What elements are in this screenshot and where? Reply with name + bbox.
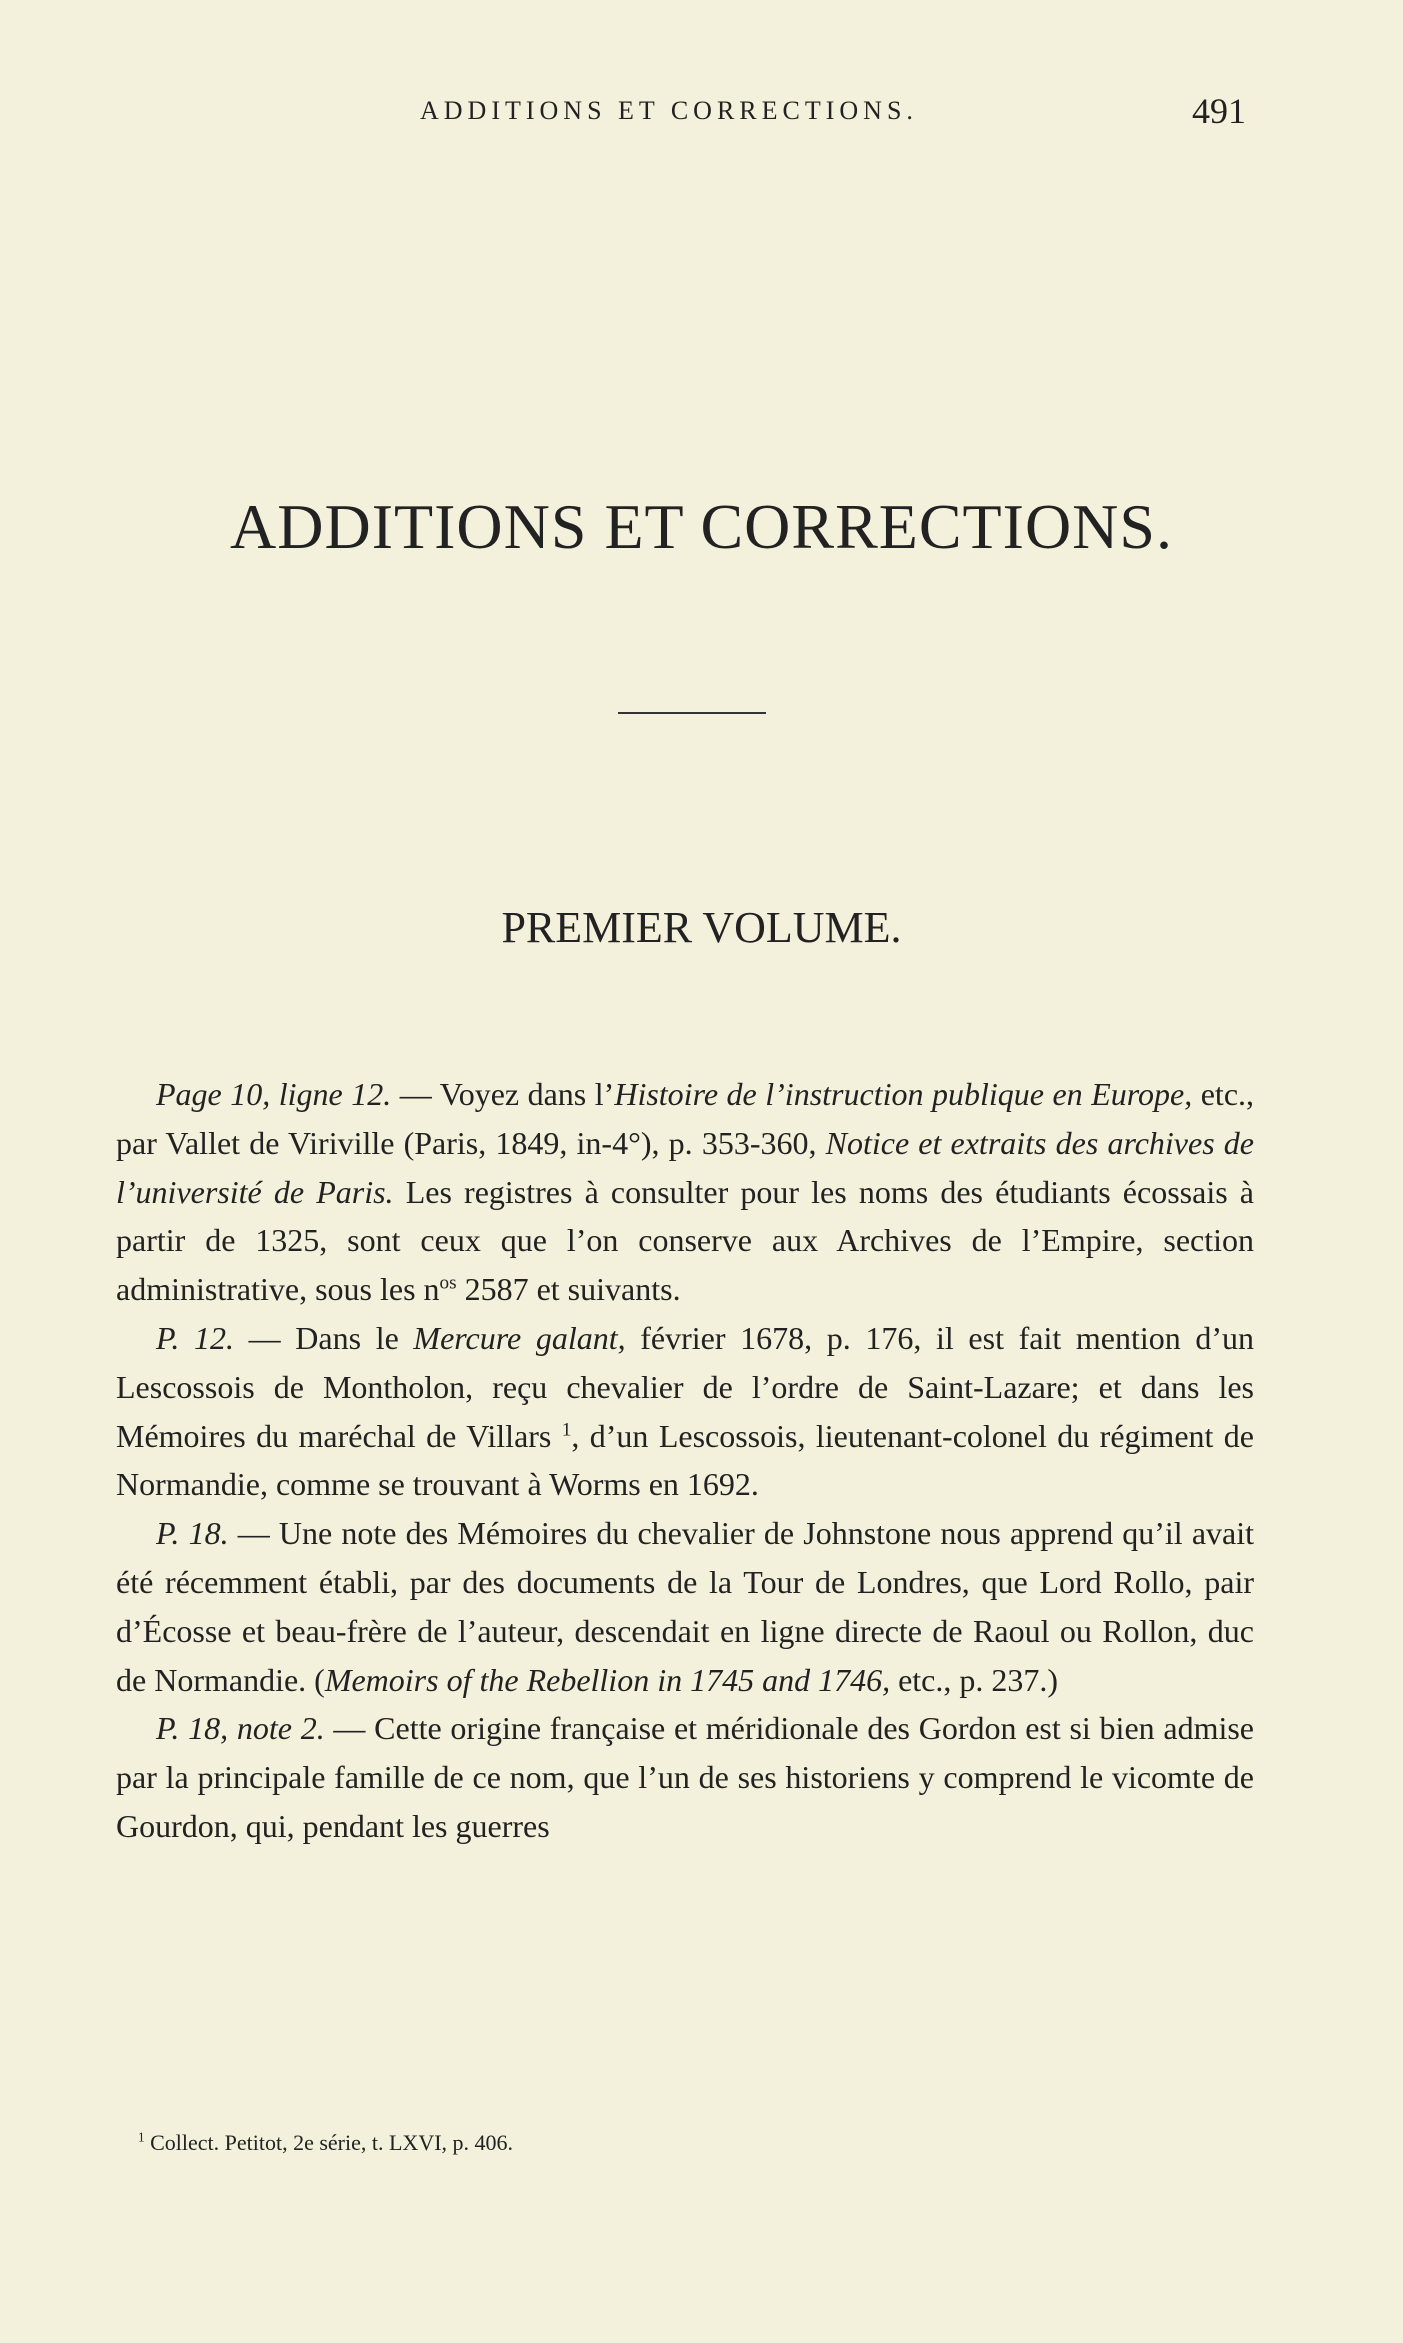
entry-text: etc., par Vallet de Viriville (Paris, 1849, in-4°), p. 353-360, bbox=[116, 1076, 1255, 1161]
entry-italic-text: Memoirs of the Rebellion in 1745 and 1746, bbox=[324, 1661, 891, 1698]
entry-reference: Page 10, ligne 12. bbox=[156, 1076, 392, 1112]
footnote-marker: 1 bbox=[561, 1418, 572, 1440]
title-rule bbox=[618, 712, 766, 714]
entry-text: , d’un Lescossois, lieutenant-colonel du régiment de Normandie, comme se trouvant à Worms en 1692. bbox=[116, 1417, 1255, 1503]
footnote-mark: 1 bbox=[138, 2129, 145, 2145]
entry-italic-text: Mercure galant, bbox=[413, 1319, 626, 1356]
section-title: PREMIER VOLUME. bbox=[501, 903, 902, 952]
entry-reference: P. 18, note 2. bbox=[156, 1710, 325, 1747]
body-text bbox=[116, 1070, 1254, 1851]
entry-page-18-note-2 bbox=[116, 1704, 1254, 1850]
entry-italic-text: Notice et extraits des archives de l’université de Paris. bbox=[116, 1124, 1255, 1210]
entry-reference: P. 12. bbox=[156, 1319, 235, 1356]
entry-page-10 bbox=[116, 1070, 1254, 1314]
footnote-text: Collect. Petitot, 2e série, t. LXVI, p. 406. bbox=[144, 2130, 514, 2155]
entry-page-18 bbox=[116, 1509, 1254, 1704]
page-number: 491 bbox=[1192, 91, 1246, 131]
entry-text: Les registres à consulter pour les noms des étudiants écossais à partir de 1325, sont ceux que l’on conserve aux Archives de l’Empire, section administrative, sous les n bbox=[116, 1173, 1255, 1308]
page-title: ADDITIONS ET CORRECTIONS. bbox=[230, 491, 1173, 562]
entry-text: etc., p. 237.) bbox=[890, 1661, 1059, 1698]
entry-reference: P. 18. bbox=[156, 1515, 229, 1552]
entry-text: — Une note des Mémoires du chevalier de Johnstone nous apprend qu’il avait été récemment établi, par des documents de la Tour de Londres, que Lord Rollo, pair d’Écosse et beau-frère de l’auteur, descendait en ligne directe de Raoul ou Rollon, duc de Normandie. ( bbox=[116, 1515, 1255, 1698]
entry-text: — Cette origine française et méridionale des Gordon est si bien admise par la principale famille de ce nom, que l’un de ses historiens y comprend le vicomte de Gourdon, qui, pendant les guerres bbox=[116, 1710, 1255, 1844]
entry-text: — Dans le bbox=[234, 1319, 414, 1356]
entry-text: février 1678, p. 176, il est fait mention d’un Lescossois de Montholon, reçu chevalier de l’ordre de Saint-Lazare; et dans les Mémoires du maréchal de Villars bbox=[116, 1319, 1254, 1454]
entry-text: 2587 et suivants. bbox=[456, 1271, 681, 1308]
entry-page-12 bbox=[116, 1314, 1254, 1509]
running-head bbox=[0, 91, 1403, 140]
superscript: os bbox=[439, 1272, 457, 1294]
running-title: ADDITIONS ET CORRECTIONS. bbox=[420, 96, 918, 125]
footnote bbox=[138, 2130, 513, 2156]
entry-text: — Voyez dans l’ bbox=[391, 1076, 615, 1112]
entry-italic-text: Histoire de l’instruction publique en Europe, bbox=[614, 1076, 1193, 1112]
